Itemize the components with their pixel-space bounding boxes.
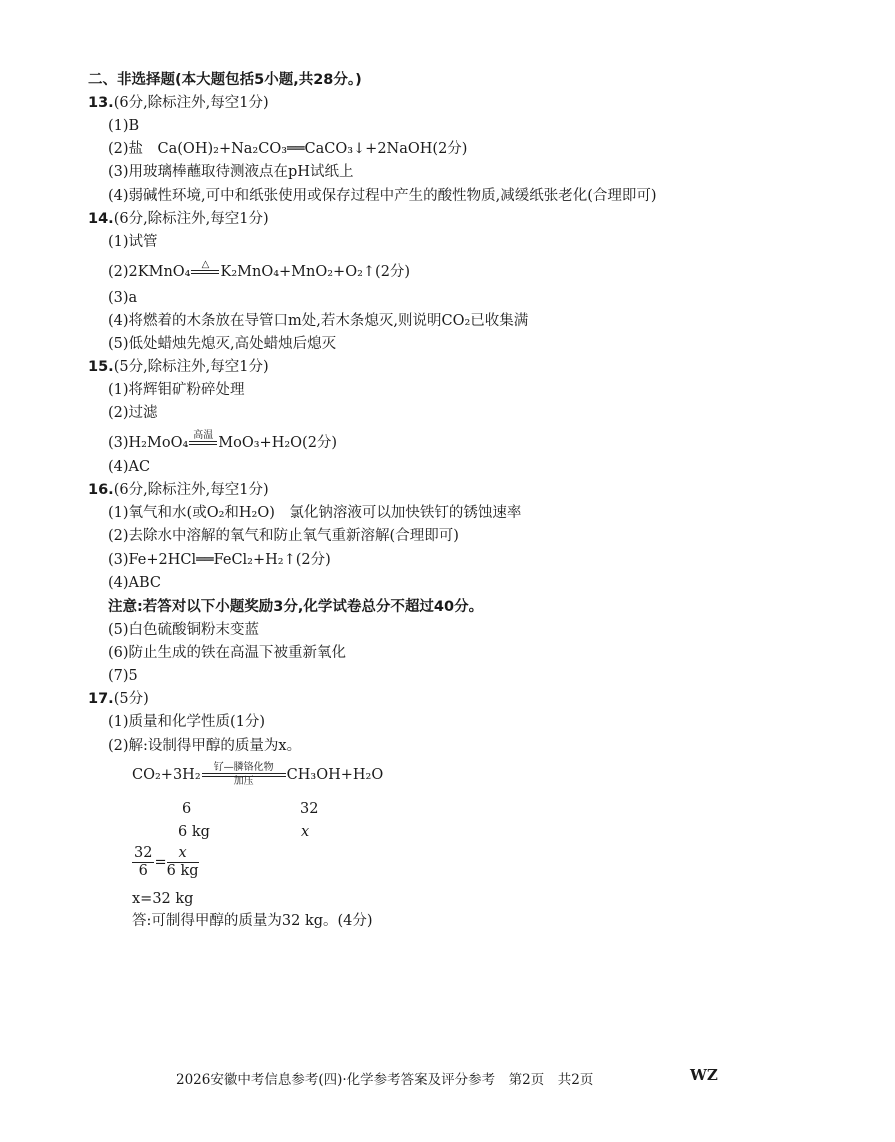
equation-left: (3)H₂MoO₄ [108, 435, 189, 451]
fraction-left: $\frac{32}{6}$ [134, 845, 153, 879]
answer-16-6: (6)防止生成的铁在高温下被重新氧化 [108, 645, 347, 661]
equals-sign: = [154, 854, 167, 871]
question-number: 16. [88, 482, 114, 498]
mass-left: 6 kg [178, 824, 210, 840]
footer-mark: WZ [690, 1066, 718, 1084]
proportion [132, 845, 199, 880]
question-16-header [88, 481, 269, 499]
answer-13-3: (3)用玻璃棒蘸取待测液点在pH试纸上 [108, 164, 354, 180]
final-answer: 答:可制得甲醇的质量为32 kg。(4分) [132, 913, 373, 929]
answer-15-3 [108, 431, 337, 455]
equation-left: (2)2KMnO₄ [108, 264, 191, 280]
pressure-text: 加压 [233, 776, 254, 787]
question-scoring: (5分,除标注外,每空1分) [113, 359, 269, 375]
question-scoring: (5分) [113, 691, 149, 707]
ratio-right: 32 [300, 801, 319, 817]
answer-14-1: (1)试管 [108, 234, 158, 250]
equation-left: CO₂+3H₂ [132, 767, 201, 783]
answer-16-5: (5)白色硫酸铜粉末变蓝 [108, 622, 260, 638]
question-number: 14. [88, 211, 114, 227]
reaction-condition [191, 260, 219, 284]
question-15-header [88, 358, 269, 376]
ratio-left: 6 [182, 801, 192, 817]
methanol-equation [132, 763, 383, 787]
answer-16-7: (7)5 [108, 668, 138, 684]
answer-14-3: (3)a [108, 290, 138, 306]
answer-14-5: (5)低处蜡烛先熄灭,高处蜡烛后熄灭 [108, 336, 337, 352]
answer-16-4: (4)ABC [108, 575, 162, 591]
answer-15-4: (4)AC [108, 459, 151, 475]
answer-16-3: (3)Fe+2HCl══FeCl₂+H₂↑(2分) [108, 552, 331, 568]
answer-13-4: (4)弱碱性环境,可中和纸张使用或保存过程中产生的酸性物质,减缓纸张老化(合理即可) [108, 188, 657, 204]
answer-17-2: (2)解:设制得甲醇的质量为x。 [108, 738, 302, 754]
answer-16-2: (2)去除水中溶解的氧气和防止氧气重新溶解(合理即可) [108, 528, 459, 544]
answer-17-1: (1)质量和化学性质(1分) [108, 714, 266, 730]
answer-13-1: (1)B [108, 118, 140, 134]
answer-14-2 [108, 260, 410, 284]
condition-text: 高温 [193, 430, 214, 441]
result-line: x=32 kg [132, 891, 194, 907]
equation-right: MoO₃+H₂O(2分) [218, 435, 338, 451]
question-17-header [88, 690, 149, 708]
mass-right: x [301, 824, 310, 840]
answer-14-4: (4)将燃着的木条放在导管口m处,若木条熄灭,则说明CO₂已收集满 [108, 313, 529, 329]
answer-15-1: (1)将辉钼矿粉碎处理 [108, 382, 245, 398]
answer-15-2: (2)过滤 [108, 405, 158, 421]
page-footer: 2026安徽中考信息参考(四)·化学参考答案及评分参考 第2页 共2页 [176, 1072, 594, 1088]
heat-symbol: △ [201, 259, 210, 270]
catalyst-text: 钌—膦铬化物 [213, 762, 274, 773]
question-scoring: (6分,除标注外,每空1分) [113, 95, 269, 111]
question-number: 13. [88, 95, 114, 111]
equation-right: K₂MnO₄+MnO₂+O₂↑(2分) [220, 264, 411, 280]
question-scoring: (6分,除标注外,每空1分) [113, 482, 269, 498]
question-14-header [88, 210, 269, 228]
answer-16-1: (1)氧气和水(或O₂和H₂O) 氯化钠溶液可以加快铁钉的锈蚀速率 [108, 505, 522, 521]
reaction-condition [202, 763, 286, 787]
question-number: 17. [88, 691, 114, 707]
fraction-right: $\frac{x}{6 kg}$ [166, 845, 199, 879]
question-number: 15. [88, 359, 114, 375]
equation-right: CH₃OH+H₂O [286, 767, 384, 783]
question-13-header [88, 94, 269, 112]
reaction-condition [189, 431, 217, 455]
section-title: 二、非选择题(本大题包括5小题,共28分。) [88, 72, 362, 88]
bonus-note: 注意:若答对以下小题奖励3分,化学试卷总分不超过40分。 [108, 599, 484, 615]
question-scoring: (6分,除标注外,每空1分) [113, 211, 269, 227]
answer-13-2: (2)盐 Ca(OH)₂+Na₂CO₃══CaCO₃↓+2NaOH(2分) [108, 141, 468, 157]
